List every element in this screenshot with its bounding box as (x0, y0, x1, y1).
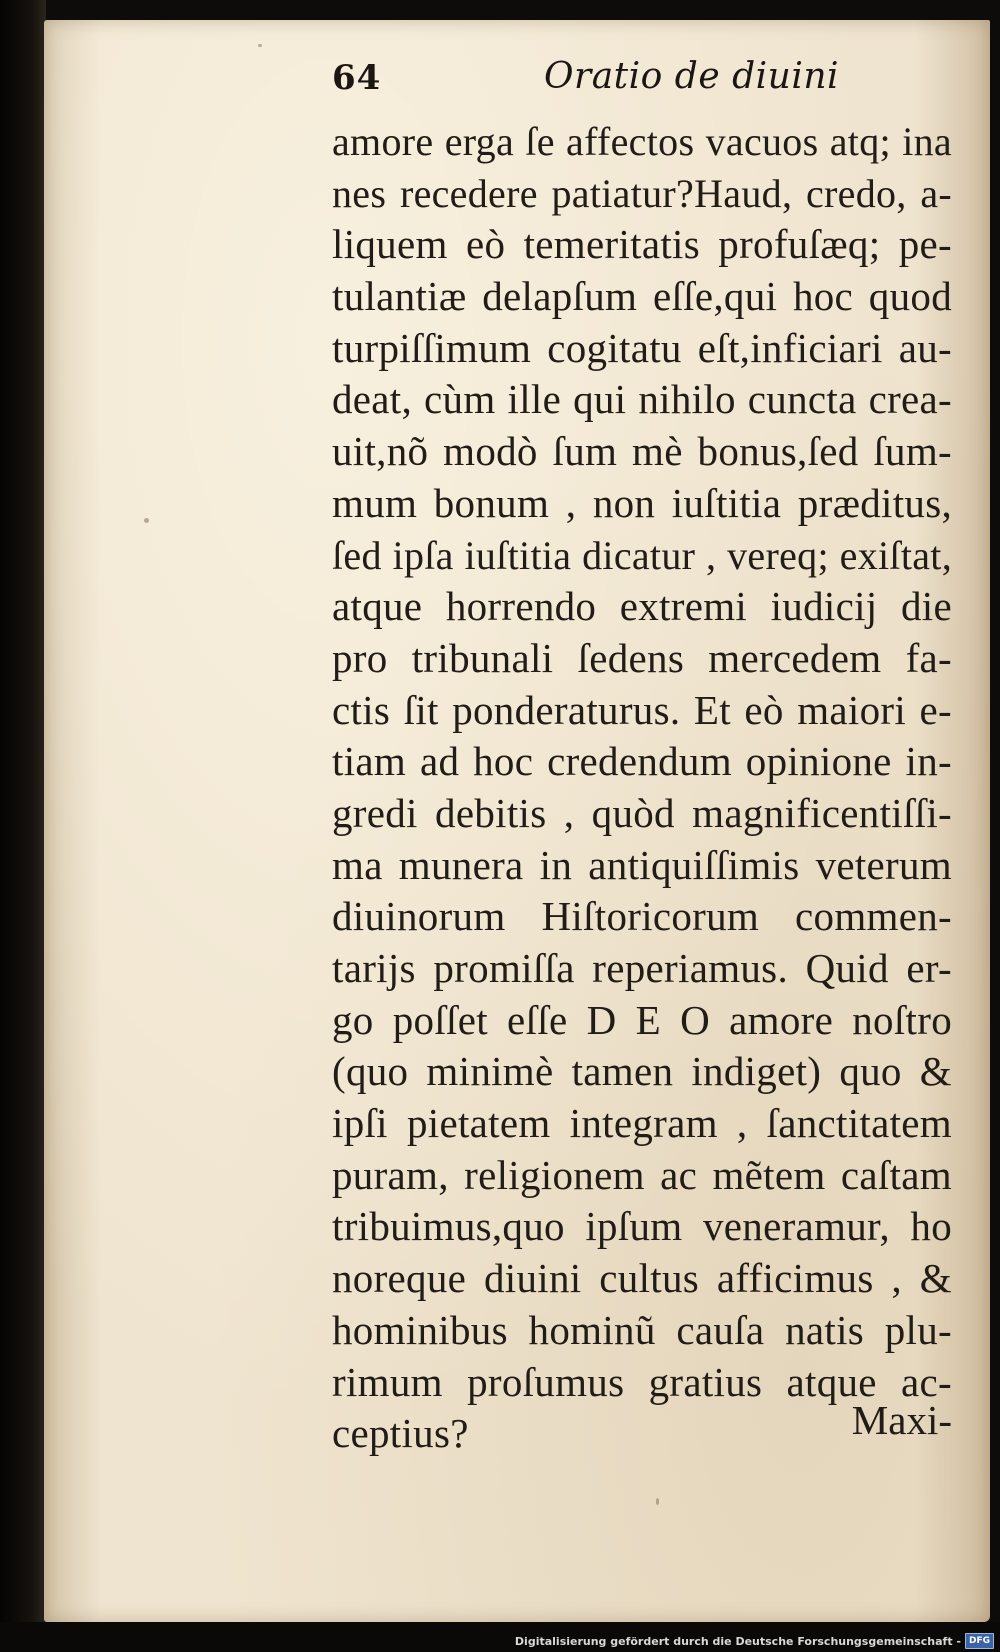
running-head (332, 58, 952, 108)
book-binding-edge (0, 0, 46, 1652)
digitization-credit (515, 1633, 994, 1649)
text-line: tulantiæ delapſum eſſe,qui hoc quod (332, 273, 952, 320)
running-title: Oratio de diuini (544, 56, 840, 97)
text-line: ctis ſit ponderaturus. Et eò maiori e- (332, 686, 952, 733)
dfg-logo: DFG (965, 1633, 994, 1649)
text-line: liquem eò temeritatis profuſæq; pe- (332, 221, 952, 268)
text-line: rimum proſumus gratius atque ac- (332, 1358, 952, 1405)
text-line: hominibus hominũ cauſa natis plu- (332, 1306, 952, 1353)
text-line: diuinorum Hiſtoricorum commen- (332, 893, 952, 940)
text-line: ſed ipſa iuſtitia dicatur , vereq; exiſtat, (332, 532, 952, 578)
text-line: go poſſet eſſe D E O amore noſtro (332, 996, 952, 1043)
text-line: nes recedere patiatur?Haud, credo, a- (332, 170, 952, 216)
text-line: pro tribunali ſedens mercedem fa- (332, 634, 952, 681)
text-line: mum bonum , non iuſtitia præditus, (332, 479, 952, 526)
text-line: ipſi pietatem integram , ſanctitatem (332, 1100, 952, 1147)
text-line: amore erga ſe affectos vacuos atq; ina (332, 119, 952, 164)
text-line: (quo minimè tamen indiget) quo & (332, 1048, 952, 1095)
text-line: tiam ad hoc credendum opinione in- (332, 738, 952, 785)
credit-text: Digitalisierung gefördert durch die Deutsche Forschungsgemeinschaft - (514, 1634, 961, 1648)
foxing-spot (656, 1498, 659, 1505)
page-number: 64 (332, 58, 382, 98)
foxing-spot (144, 518, 149, 523)
text-line: gredi debitis , quòd magnificentiſſi- (332, 789, 952, 836)
text-line: ma munera in antiquiſſimis veterum (332, 841, 952, 888)
text-line: puram, religionem ac mẽtem caſtam (332, 1151, 952, 1198)
text-line: turpiſſimum cogitatu eſt,inficiari au- (332, 324, 952, 371)
text-line: ceptius? (332, 1410, 469, 1457)
text-line: tarijs promiſſa reperiamus. Quid er- (332, 945, 952, 991)
body-text (332, 116, 952, 1460)
text-line: atque horrendo extremi iudicij die (332, 583, 952, 630)
foxing-spot (258, 44, 262, 47)
scan-bottom-edge (0, 1622, 1000, 1652)
text-line: noreque diuini cultus afficimus , & (332, 1255, 952, 1302)
catchword: Maxi- (851, 1397, 952, 1443)
text-line: deat, cùm ille qui nihilo cuncta crea- (332, 376, 952, 423)
text-line: tribuimus,quo ipſum veneramur, ho (332, 1203, 952, 1250)
text-line: uit,nõ modò ſum mè bonus,ſed ſum- (332, 428, 952, 475)
